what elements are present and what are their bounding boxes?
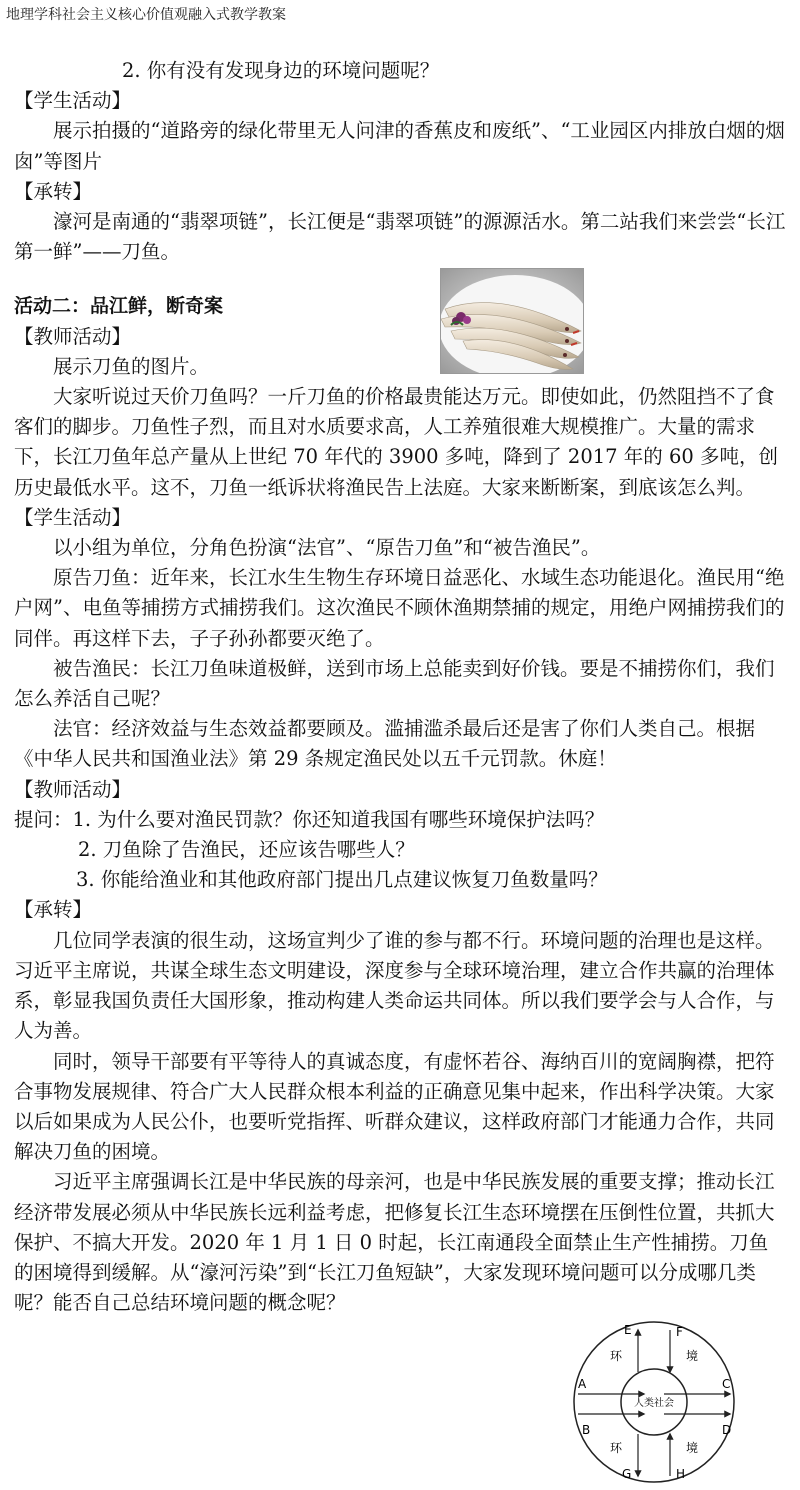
heading-student-activity-2: 【学生活动】	[14, 505, 132, 529]
human-environment-diagram	[566, 1318, 742, 1486]
paragraph-roleplay: 以小组为单位，分角色扮演“法官”、“原告刀鱼”和“被告渔民”。	[53, 536, 601, 560]
fish-photo	[440, 268, 584, 374]
page-header: 地理学科社会主义核心价值观融入式教学教案	[6, 7, 286, 23]
document-body	[14, 56, 786, 1318]
letter-c: C	[722, 1377, 731, 1391]
letter-e: E	[624, 1323, 632, 1337]
spacer	[14, 267, 786, 291]
ring-char-1: 环	[610, 1349, 623, 1363]
letter-a: A	[578, 1377, 587, 1391]
letter-f: F	[676, 1325, 683, 1339]
paragraph-cooperation: 几位同学表演的很生动，这场宣判少了谁的参与都不行。环境问题的治理也是这样。习近平主席说，共谋全球生态文明建设，深度参与全球环境治理，建立合作共赢的治理体系，彰显我国负责任大国形象，推动构建人类命运共同体。所以我们要学会与人合作，与人为善。	[14, 928, 775, 1043]
paragraph-photos: 展示拍摄的“道路旁的绿化带里无人问津的香蕉皮和废纸”、“工业园区内排放白烟的烟囱”等图片	[14, 119, 785, 173]
heading-transition-2: 【承转】	[14, 898, 93, 922]
letter-h: H	[676, 1467, 686, 1481]
question-3: 3. 你能给渔业和其他政府部门提出几点建议恢复刀鱼数量吗？	[76, 868, 608, 892]
ring-char-3: 环	[610, 1441, 623, 1455]
question-2b: 2. 刀鱼除了告渔民，还应该告哪些人？	[78, 838, 415, 862]
question-2: 2. 你有没有发现身边的环境问题呢？	[122, 59, 440, 82]
paragraph-plaintiff: 原告刀鱼：近年来，长江水生生物生存环境日益恶化、水域生态功能退化。渔民用“绝户网”、电鱼等捕捞方式捕捞我们。这次渔民不顾休渔期禁捕的规定，用绝户网捕捞我们的同伴。再这样下去，子子孙孙都要灭绝了。	[14, 566, 785, 650]
paragraph-show-fish: 展示刀鱼的图片。	[53, 354, 210, 378]
center-label: 人类社会	[634, 1398, 674, 1409]
paragraph-fish-price: 大家听说过天价刀鱼吗？一斤刀鱼的价格最贵能达万元。即使如此，仍然阻挡不了食客们的脚步。刀鱼性子烈，而且对水质要求高，人工养殖很难大规模推广。大量的需求下，长江刀鱼年总产量从上世纪 70 年代的 3900 多吨，降到了 2017 年的 60 多吨，创历史最低水平。这不，刀鱼一纸诉状将渔民告上法庭。大家来断断案，到底该怎么判。	[14, 385, 778, 499]
paragraph-judge: 法官：经济效益与生态效益都要顾及。滥捕滥杀最后还是害了你们人类自己。根据《中华人民共和国渔业法》第 29 条规定渔民处以五千元罚款。休庭！	[14, 717, 756, 771]
paragraph-haohe: 濠河是南通的“翡翠项链”，长江便是“翡翠项链”的源源活水。第二站我们来尝尝“长江第一鲜”——刀鱼。	[14, 210, 786, 264]
paragraph-yangtze: 习近平主席强调长江是中华民族的母亲河，也是中华民族发展的重要支撑；推动长江经济带发展必须从中华民族长远利益考虑，把修复长江生态环境摆在压倒性位置，共抓大保护、不搞大开发。2020 年 1 月 1 日 0 时起，长江南通段全面禁止生产性捕捞。刀鱼的困境得到缓解。从“濠河污染”到“长江刀鱼短缺”，大家发现环境问题可以分成哪几类呢？能否自己总结环境问题的概念呢？	[14, 1170, 775, 1315]
paragraph-defendant: 被告渔民：长江刀鱼味道极鲜，送到市场上总能卖到好价钱。要是不捕捞你们，我们怎么养活自己呢？	[14, 656, 775, 711]
letter-d: D	[722, 1423, 732, 1437]
heading-teacher-activity: 【教师活动】	[14, 324, 132, 348]
ring-char-4: 境	[686, 1441, 699, 1455]
fish-illustration	[441, 269, 583, 373]
ring-char-2: 境	[686, 1349, 699, 1363]
letter-b: B	[582, 1423, 591, 1437]
section-title: 活动二：品江鲜，断奇案	[14, 295, 224, 318]
paragraph-leaders: 同时，领导干部要有平等待人的真诚态度，有虚怀若谷、海纳百川的宽阔胸襟，把符合事物发展规律、符合广大人民群众根本利益的正确意见集中起来，作出科学决策。大家以后如果成为人民公仆，也要听党指挥、听群众建议，这样政府部门才能通力合作，共同解决刀鱼的困境。	[14, 1049, 775, 1164]
letter-g: G	[622, 1467, 632, 1481]
heading-student-activity: 【学生活动】	[14, 89, 132, 113]
heading-teacher-activity-2: 【教师活动】	[14, 777, 132, 801]
question-1: 提问：1. 为什么要对渔民罚款？你还知道我国有哪些环境保护法吗？	[14, 807, 605, 831]
heading-transition: 【承转】	[14, 179, 93, 203]
diagram-svg	[566, 1318, 742, 1486]
